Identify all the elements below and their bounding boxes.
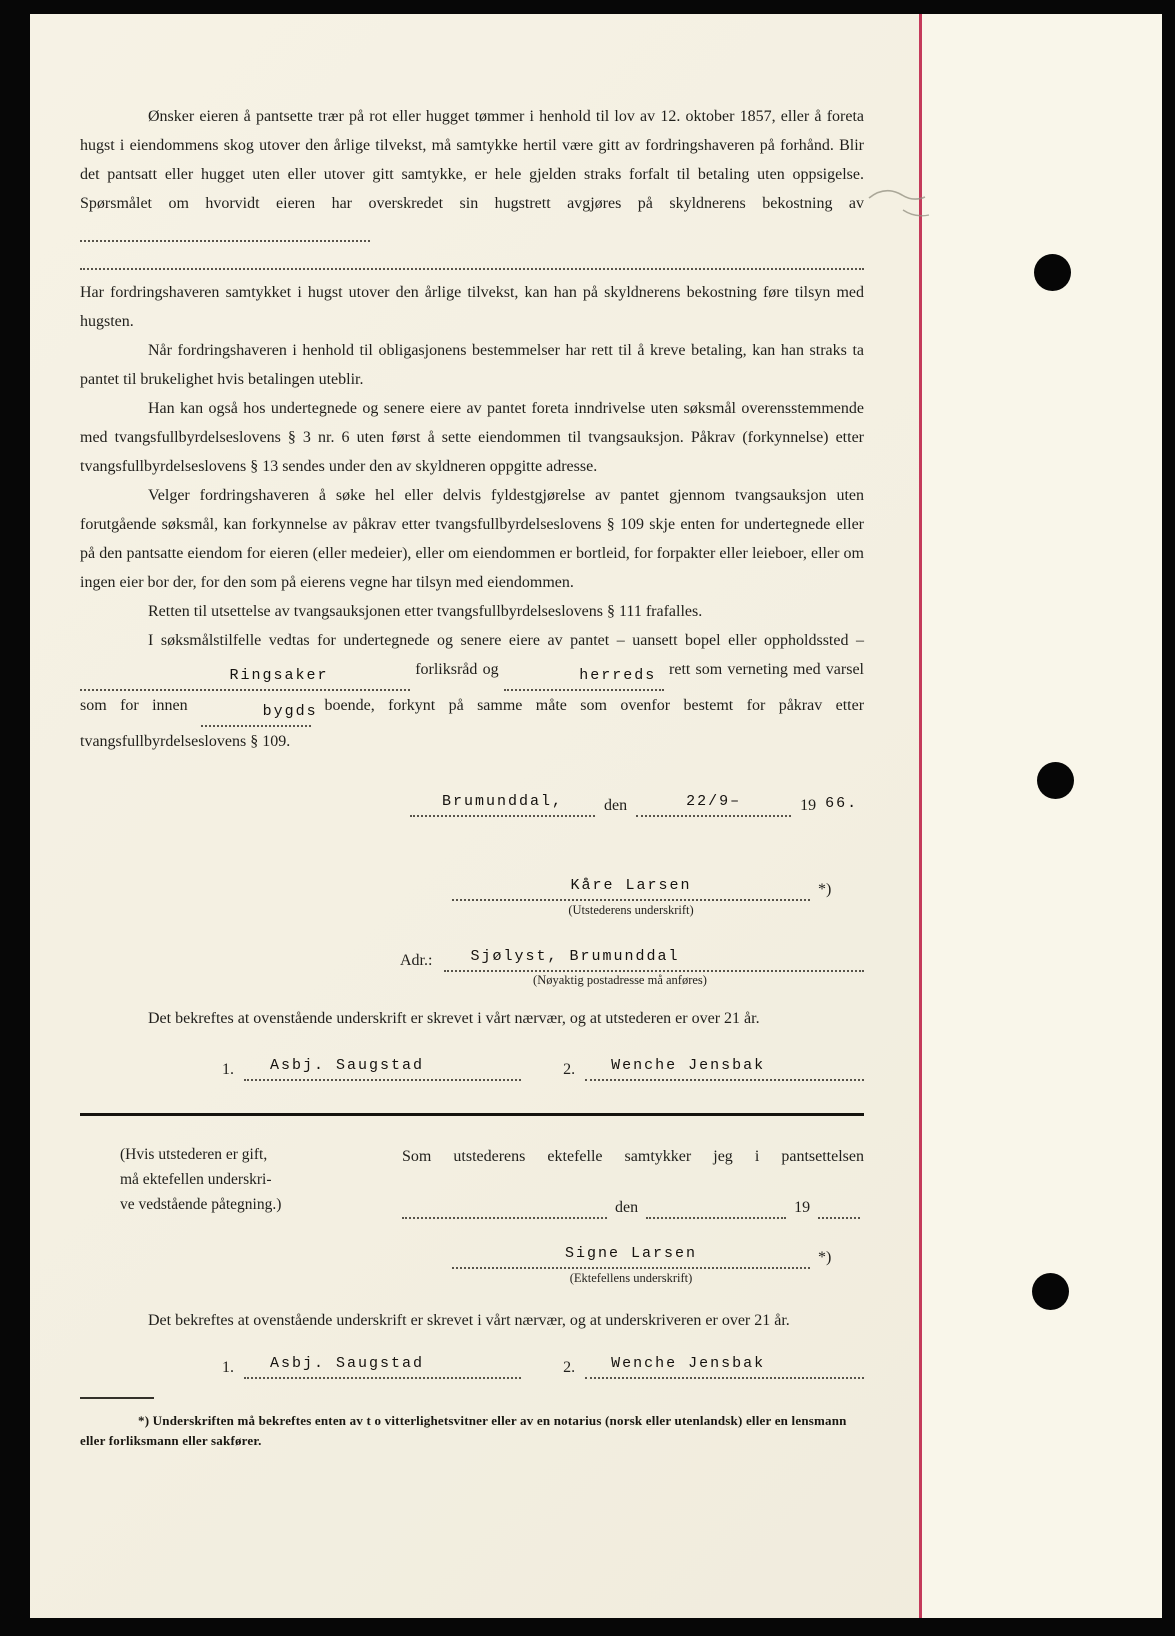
blank-district xyxy=(201,703,318,727)
paragraph-betaling: Når fordringshaveren i henhold til obligasjonens bestemmelser har rett til å kreve betaling, kan han straks ta pantet til brukelighet hvis betalingen uteblir. xyxy=(80,342,864,388)
spouse-consent-area xyxy=(402,1142,864,1219)
witness-2-signature-line xyxy=(585,1057,864,1081)
witness-1-signature-line-2 xyxy=(244,1355,521,1379)
typed-spouse-name: Signe Larsen xyxy=(564,1245,698,1262)
punch-hole-middle xyxy=(1037,762,1074,799)
document-body xyxy=(80,102,864,1451)
blank-continuation-line xyxy=(80,268,864,270)
blank-decision-authority xyxy=(80,218,370,242)
paragraph-hugst-text: Ønsker eieren å pantsette trær på rot eller hugget tømmer i henhold til lov av 12. oktober 1857, eller å foreta hugst i eiendommens skog utover den årlige tilvekst, må samtykke hertil være gitt av fordringshaveren på forhånd. Blir det pantsatt eller hugget uten eller utover gitt samtykke, er hele gjelden straks forfalt til betaling uten oppsigelse. Spørsmålet om hvorvidt eieren har overskredet sin hugstrett avgjøres på skyldnerens bekostning av xyxy=(80,108,864,212)
witness-2-signature-line-2 xyxy=(585,1355,864,1379)
verneting-text-1: I søksmålstilfelle vedtas for undertegnede og senere eiere av pantet – uansett bopel eller oppholdssted – xyxy=(148,632,864,649)
spouse-footnote-reference: *) xyxy=(818,1249,832,1266)
spouse-date-line xyxy=(402,1195,864,1219)
blank-place xyxy=(410,793,595,817)
punch-hole-bottom xyxy=(1032,1273,1069,1310)
issuer-signature-line xyxy=(452,877,810,901)
punch-hole-top xyxy=(1034,254,1071,291)
spouse-note xyxy=(120,1142,358,1219)
footnote-text: *) Underskriften må bekreftes enten av t o vitterlighetsvitner eller av en notarius (norsk eller utenlandsk) eller en lensmann eller forliksmann eller sakfører. xyxy=(80,1413,847,1448)
address-label: Adr.: xyxy=(400,952,433,969)
typed-witness-2-name: Wenche Jensbak xyxy=(611,1057,766,1074)
paragraph-hugst xyxy=(80,102,864,248)
typed-district: bygds xyxy=(262,703,318,720)
spouse-note-line-1: (Hvis utstederen er gift, xyxy=(120,1146,268,1163)
typed-issuer-name: Kåre Larsen xyxy=(570,877,692,894)
spouse-consent-section xyxy=(80,1142,864,1219)
verneting-text-3: rett som verneting med varsel som for innen xyxy=(80,661,864,714)
den-label: den xyxy=(604,797,628,814)
spouse-note-line-2: må ektefellen underskri- xyxy=(120,1171,272,1188)
address-line xyxy=(444,948,864,972)
witness-2-number: 2. xyxy=(563,1061,576,1078)
typed-witness-1-name-2: Asbj. Saugstad xyxy=(270,1355,425,1372)
typed-place: Brumunddal, xyxy=(441,793,564,810)
typed-year: 66. xyxy=(825,795,859,812)
typed-address: Sjølyst, Brumunddal xyxy=(470,948,680,965)
spouse-year-century-label: 19 xyxy=(794,1199,811,1216)
spouse-note-line-3: ve vedstående påtegning.) xyxy=(120,1196,282,1213)
witness-1-number: 1. xyxy=(222,1061,234,1078)
blank-court-name xyxy=(80,667,410,691)
spouse-signature-caption: (Ektefellens underskrift) xyxy=(569,1271,693,1285)
verneting-text-4: boende, forkynt på samme måte som ovenfor bestemt for påkrav etter tvangsfullbyrdelseslovens § 109. xyxy=(80,697,865,750)
scanned-document-page xyxy=(30,14,1162,1618)
typed-witness-1-name: Asbj. Saugstad xyxy=(270,1057,425,1074)
paragraph-tvangsauksjon: Velger fordringshaveren å søke hel eller delvis fyldestgjørelse av pantet gjennom tvangsauksjon uten forutgående søksmål, kan forkynnelse av påkrav etter tvangsfullbyrdelseslovens § 109 skje enten for undertegnede eller på den pantsatte eiendom for eieren (eller medeier), eller om eiendommen er bortleid, for forpakter eller leieboer, eller om ingen eier bor der, for den som på eierens vegne har tilsyn med eiendommen. xyxy=(80,487,864,591)
spouse-den-label: den xyxy=(615,1199,639,1216)
blank-date xyxy=(636,793,791,817)
red-margin-line xyxy=(919,14,922,1618)
spouse-signature-line xyxy=(452,1245,810,1269)
issuer-signature-row xyxy=(452,877,862,901)
witness-row-2 xyxy=(222,1355,864,1379)
blank-spouse-date xyxy=(646,1195,786,1219)
pencil-mark xyxy=(863,176,941,234)
typed-court-type: herreds xyxy=(579,667,657,684)
spouse-signature-row xyxy=(452,1245,862,1269)
section-divider-rule xyxy=(80,1113,864,1116)
witness-2-number-2: 2. xyxy=(563,1359,576,1376)
blank-court-type xyxy=(504,667,664,691)
paragraph-inndrivelse: Han kan også hos undertegnede og senere eiere av pantet foreta inndrivelse uten søksmål overensstemmende med tvangsfullbyrdelseslovens § 3 nr. 6 uten først å sette eiendommen til tvangsauksjon. Påkrav (forkynnelse) etter tvangsfullbyrdelseslovens § 13 sendes under den av skyldneren oppgitte adresse. xyxy=(80,400,864,475)
issuer-signature-block xyxy=(452,877,862,918)
witness-statement-2: Det bekreftes at ovenstående underskrift er skrevet i vårt nærvær, og at underskriveren er over 21 år. xyxy=(148,1312,790,1329)
verneting-text-2: forliksråd og xyxy=(415,661,499,678)
witness-1-signature-line xyxy=(244,1057,521,1081)
blank-spouse-place xyxy=(402,1195,607,1219)
paragraph-utsettelse: Retten til utsettelse av tvangsauksjonen etter tvangsfullbyrdelseslovens § 111 frafalles. xyxy=(148,603,703,620)
witness-row-1 xyxy=(222,1057,864,1081)
typed-court-name: Ringsaker xyxy=(229,667,329,684)
paragraph-tilsyn: Har fordringshaveren samtykket i hugst utover den årlige tilvekst, kan han på skyldnerens bekostning føre tilsyn med hugsten. xyxy=(80,284,864,330)
paragraph-verneting xyxy=(80,626,864,756)
date-line xyxy=(410,788,864,817)
witness-statement-1: Det bekreftes at ovenstående underskrift er skrevet i vårt nærvær, og at utstederen er over 21 år. xyxy=(148,1010,760,1027)
address-row xyxy=(400,948,864,972)
typed-date: 22/9– xyxy=(686,793,742,810)
year-century-label: 19 xyxy=(800,797,817,814)
footnote-separator-rule xyxy=(80,1397,154,1399)
witness-1-number-2: 1. xyxy=(222,1359,234,1376)
address-caption: (Nøyaktig postadresse må anføres) xyxy=(533,973,707,987)
footnote-reference: *) xyxy=(818,881,832,898)
spouse-signature-block xyxy=(452,1245,862,1286)
page-right-margin-area xyxy=(922,14,1162,1618)
typed-witness-2-name-2: Wenche Jensbak xyxy=(611,1355,766,1372)
issuer-signature-caption: (Utstederens underskrift) xyxy=(568,903,694,917)
blank-spouse-year xyxy=(818,1195,860,1219)
spouse-consent-statement: Som utstederens ektefelle samtykker jeg i pantsettelsen xyxy=(402,1148,864,1165)
